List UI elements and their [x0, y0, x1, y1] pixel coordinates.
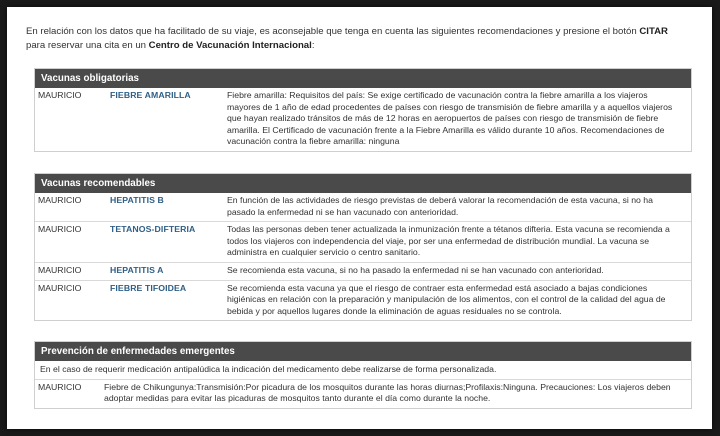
section-prevencion	[34, 341, 692, 409]
intro-part2: para reservar una cita en un	[26, 40, 149, 51]
vaccine-link[interactable]: FIEBRE AMARILLA	[110, 90, 191, 100]
table-row	[35, 88, 691, 151]
table-row	[35, 280, 691, 321]
intro-part3: :	[311, 40, 315, 51]
intro-part1: En relación con los datos que ha facilitado de su viaje, es aconsejable que tenga en cuenta las siguientes recomendaciones y presione el botón	[26, 26, 640, 37]
vaccine-link[interactable]: HEPATITIS A	[110, 264, 164, 275]
intro-text	[26, 25, 698, 53]
section-title-prevencion: Prevención de enfermedades emergentes	[35, 342, 691, 361]
vaccine-link[interactable]: HEPATITIS B	[110, 195, 164, 205]
vaccine-description: Se recomienda esta vacuna, si no ha pasado la enfermedad ni se han vacunado con anterioridad.	[227, 264, 604, 275]
section-title-obligatorias: Vacunas obligatorias	[35, 69, 691, 88]
centro-label: Centro de Vacunación Internacional	[148, 40, 312, 51]
vaccine-description: Fiebre amarilla: Requisitos del país: Se exige certificado de vacunación contra la fiebre amarilla a los viajeros mayores de 1 año de edad procedentes de países con riesgo de transmisión de fiebre amarilla y a aquellos viajeros que hayan realizado tránsitos de más de 12 horas en aeropuertos de países con riesgo de transmisión de fiebre amarilla. El Certificado de vacunación frente a la Fiebre Amarilla es válido durante 10 años. Recomendaciones de vacunación contra la fiebre amarilla: ninguna	[227, 90, 673, 147]
prevention-note: En el caso de requerir medicación antipalúdica la indicación del medicamento debe realizarse de forma personalizada.	[35, 361, 691, 380]
destination-name: MAURICIO	[38, 224, 82, 235]
vaccine-link[interactable]: TETANOS-DIFTERIA	[110, 224, 196, 235]
section-title-recomendables: Vacunas recomendables	[35, 174, 691, 193]
destination-name: MAURICIO	[38, 264, 82, 275]
destination-name: MAURICIO	[38, 195, 82, 205]
table-row	[35, 380, 691, 408]
section-recomendables	[34, 173, 692, 321]
page	[7, 7, 712, 429]
vaccine-description: Se recomienda esta vacuna ya que el riesgo de contraer esta enfermedad está asociado a bajas condiciones higiénicas en relación con la preparación y manipulación de los alimentos, con el control de la calidad del agua de bebida y por aquellos lugares donde la eliminación de aguas residuales no se controla.	[227, 282, 666, 316]
vaccine-link[interactable]: FIEBRE TIFOIDEA	[110, 282, 187, 293]
destination-name: MAURICIO	[38, 282, 82, 293]
vaccine-description: En función de las actividades de riesgo previstas de deberá valorar la recomendación de esta vacuna, si no ha pasado la enfermedad ni se han vacunado con anterioridad.	[227, 195, 653, 217]
destination-name: MAURICIO	[38, 381, 82, 392]
citar-label: CITAR	[639, 26, 668, 37]
destination-name: MAURICIO	[38, 90, 82, 100]
table-row	[35, 193, 691, 221]
table-row	[35, 262, 691, 280]
table-row	[35, 221, 691, 262]
vaccine-description: Todas las personas deben tener actualizada la inmunización frente a tétanos difteria. Esta vacuna se recomienda a todos los viajeros con independencia del viaje, por ser una enfermedad de distribución mundial. La vacuna se administra en cualquier servicio o centro sanitario.	[227, 224, 670, 258]
section-obligatorias	[34, 68, 692, 152]
prevention-description: Fiebre de Chikungunya:Transmisión:Por picadura de los mosquitos durante las horas diurnas;Profilaxis:Ninguna. Precauciones: Los viajeros deben adoptar medidas para evitar las picaduras de mosquitos tanto durante el día como durante la noche.	[104, 381, 671, 404]
